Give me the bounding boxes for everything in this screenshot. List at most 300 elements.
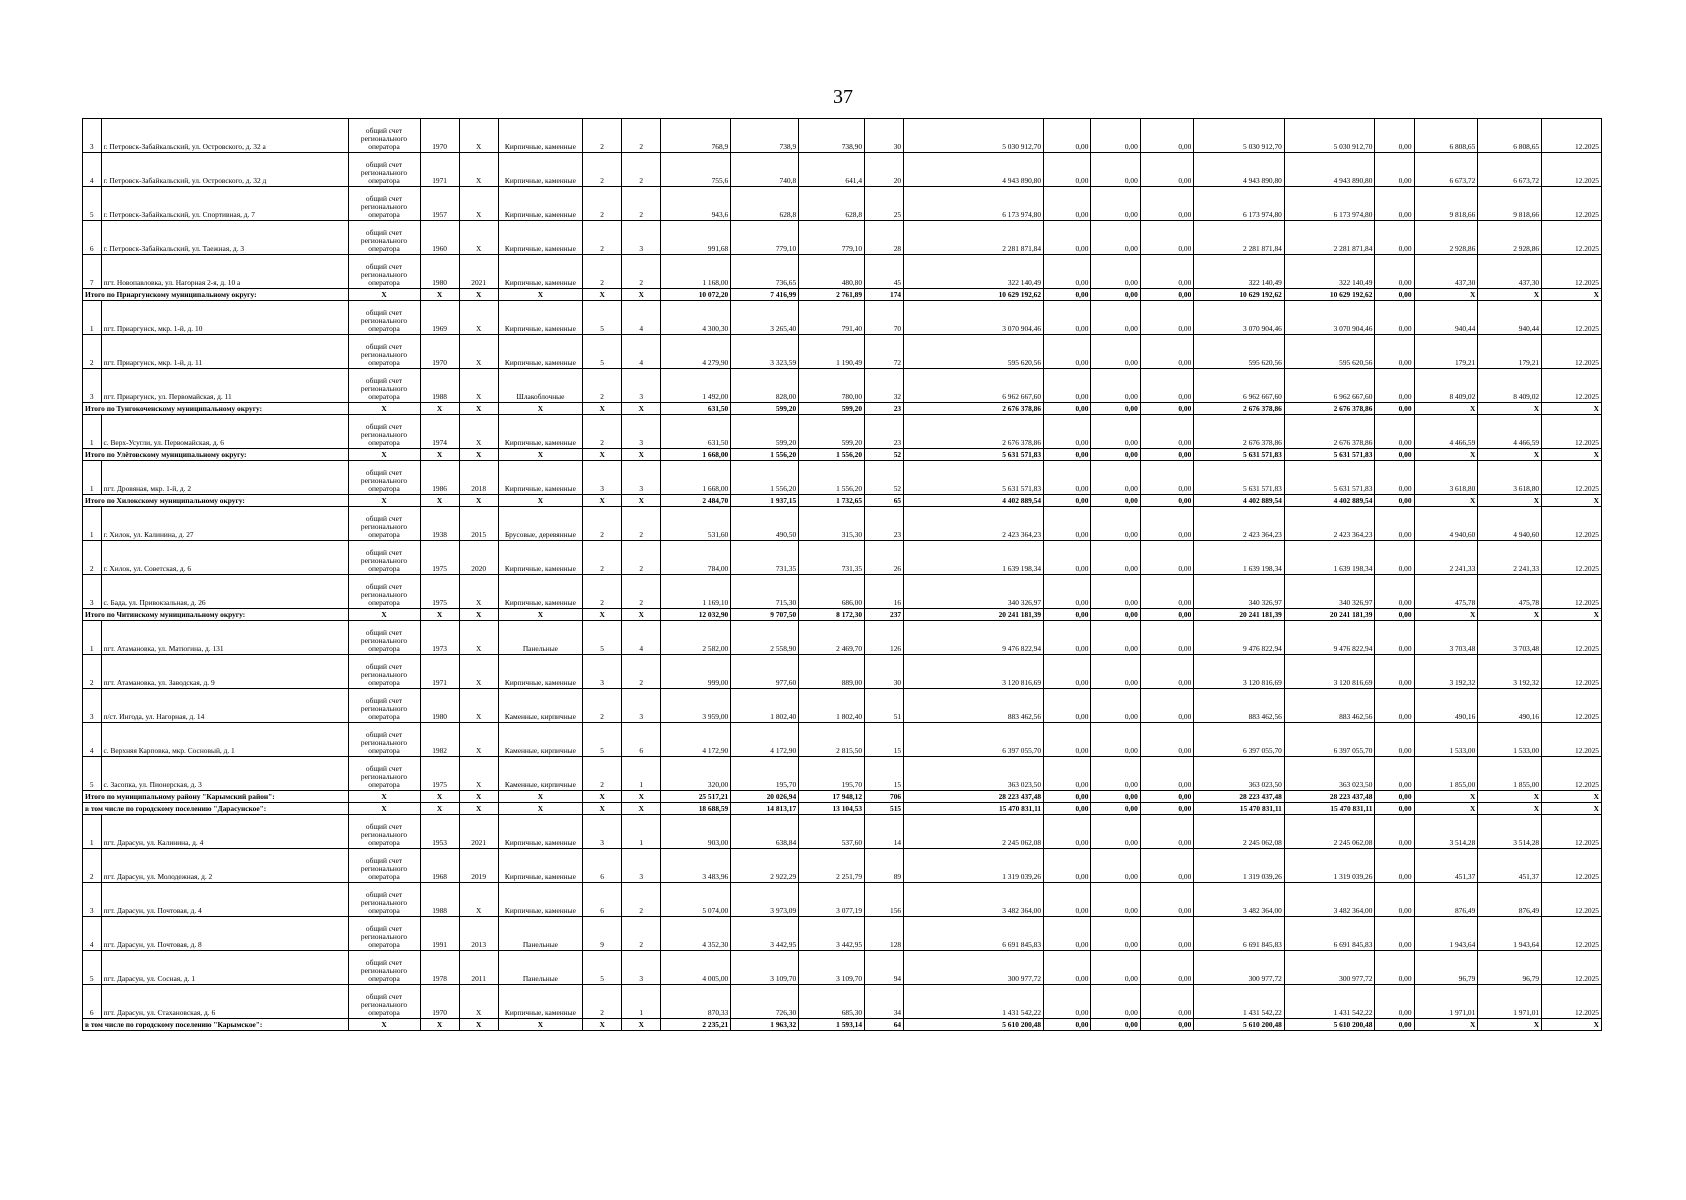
residents-cell: 23: [865, 507, 904, 541]
table-row: [83, 985, 1602, 1019]
area-res-cell: 641,4: [799, 153, 865, 187]
area-total-cell: 2 582,00: [661, 621, 731, 655]
year-renovated-cell: Х: [459, 575, 498, 609]
address-cell: пгт. Дарасун, ул. Почтовая, д. 4: [101, 883, 348, 917]
row-number-cell: 4: [83, 917, 102, 951]
c6-cell: 0,00: [1375, 119, 1414, 153]
fund-method-cell: общий счет регионального оператора: [348, 221, 420, 255]
entrances-cell: 2: [622, 541, 661, 575]
c2-cell: 0,00: [1091, 495, 1140, 507]
unit2-cell: 9 818,66: [1478, 187, 1542, 221]
unit1-cell: 1 943,64: [1414, 917, 1478, 951]
unit1-cell: 3 514,28: [1414, 815, 1478, 849]
area-total-cell: 784,00: [661, 541, 731, 575]
unit1-cell: 4 466,59: [1414, 415, 1478, 449]
address-cell: г. Петровск-Забайкальский, ул. Таежная, д. 3: [101, 221, 348, 255]
floors-cell: 2: [583, 507, 622, 541]
c4-cell: 3 070 904,46: [1194, 301, 1285, 335]
c3-cell: 0,00: [1140, 917, 1194, 951]
table-row: [83, 849, 1602, 883]
fund-method-cell: общий счет регионального оператора: [348, 815, 420, 849]
year-built-cell: 1953: [420, 815, 459, 849]
fund-method-cell: общий счет регионального оператора: [348, 119, 420, 153]
deadline-cell: Х: [1542, 403, 1602, 415]
year-renovated-cell: Х: [459, 495, 498, 507]
cost-total-cell: 5 631 571,83: [904, 461, 1044, 495]
c3-cell: 0,00: [1140, 119, 1194, 153]
year-built-cell: 1970: [420, 119, 459, 153]
table-row: [83, 119, 1602, 153]
deadline-cell: 12.2025: [1542, 187, 1602, 221]
wall-material-cell: Кирпичные, каменные: [498, 655, 582, 689]
c3-cell: 0,00: [1140, 335, 1194, 369]
row-number-cell: 2: [83, 655, 102, 689]
unit2-cell: 179,21: [1478, 335, 1542, 369]
c5-cell: 3 070 904,46: [1284, 301, 1375, 335]
c1-cell: 0,00: [1044, 369, 1091, 403]
address-cell: г. Хилок, ул. Калинина, д. 27: [101, 507, 348, 541]
area-total-cell: 870,33: [661, 985, 731, 1019]
cost-total-cell: 2 676 378,86: [904, 415, 1044, 449]
c5-cell: 28 223 437,48: [1284, 791, 1375, 803]
entrances-cell: Х: [622, 289, 661, 301]
cost-total-cell: 3 070 904,46: [904, 301, 1044, 335]
fund-method-cell: общий счет регионального оператора: [348, 917, 420, 951]
c6-cell: 0,00: [1375, 883, 1414, 917]
c1-cell: 0,00: [1044, 609, 1091, 621]
c6-cell: 0,00: [1375, 221, 1414, 255]
area-res-cell: 8 172,30: [799, 609, 865, 621]
subtotal-row: [83, 403, 1602, 415]
wall-material-cell: Кирпичные, каменные: [498, 815, 582, 849]
c5-cell: 3 120 816,69: [1284, 655, 1375, 689]
entrances-cell: Х: [622, 803, 661, 815]
c2-cell: 0,00: [1091, 655, 1140, 689]
c1-cell: 0,00: [1044, 289, 1091, 301]
fund-method-cell: Х: [348, 791, 420, 803]
cost-total-cell: 322 140,49: [904, 255, 1044, 289]
c4-cell: 340 326,97: [1194, 575, 1285, 609]
table-row: [83, 415, 1602, 449]
c5-cell: 10 629 192,62: [1284, 289, 1375, 301]
fund-method-cell: общий счет регионального оператора: [348, 461, 420, 495]
cost-total-cell: 5 610 200,48: [904, 1019, 1044, 1031]
year-renovated-cell: Х: [459, 153, 498, 187]
cost-total-cell: 1 431 542,22: [904, 985, 1044, 1019]
area-total-cell: 768,9: [661, 119, 731, 153]
year-renovated-cell: Х: [459, 655, 498, 689]
c2-cell: 0,00: [1091, 449, 1140, 461]
c2-cell: 0,00: [1091, 883, 1140, 917]
residents-cell: 28: [865, 221, 904, 255]
c4-cell: 883 462,56: [1194, 689, 1285, 723]
area-total-cell: 1 169,10: [661, 575, 731, 609]
c2-cell: 0,00: [1091, 791, 1140, 803]
table-row: [83, 255, 1602, 289]
c6-cell: 0,00: [1375, 1019, 1414, 1031]
area-res-cell: 1 190,49: [799, 335, 865, 369]
cost-total-cell: 20 241 181,39: [904, 609, 1044, 621]
table-row: [83, 187, 1602, 221]
table-row: [83, 541, 1602, 575]
area-all-cell: 1 963,32: [731, 1019, 799, 1031]
floors-cell: Х: [583, 289, 622, 301]
c3-cell: 0,00: [1140, 815, 1194, 849]
floors-cell: Х: [583, 495, 622, 507]
address-cell: пгт. Приаргунск, ул. Первомайская, д. 11: [101, 369, 348, 403]
fund-method-cell: общий счет регионального оператора: [348, 689, 420, 723]
c6-cell: 0,00: [1375, 255, 1414, 289]
entrances-cell: Х: [622, 449, 661, 461]
subtotal-label: Итого по муниципальному району "Карымский район":: [83, 791, 349, 803]
table-row: [83, 621, 1602, 655]
unit1-cell: 6 808,65: [1414, 119, 1478, 153]
c1-cell: 0,00: [1044, 655, 1091, 689]
unit1-cell: 4 940,60: [1414, 507, 1478, 541]
page-number: 37: [833, 86, 853, 108]
entrances-cell: 4: [622, 301, 661, 335]
unit2-cell: 2 928,86: [1478, 221, 1542, 255]
c1-cell: 0,00: [1044, 815, 1091, 849]
area-all-cell: 599,20: [731, 415, 799, 449]
c2-cell: 0,00: [1091, 153, 1140, 187]
c1-cell: 0,00: [1044, 689, 1091, 723]
cost-total-cell: 883 462,56: [904, 689, 1044, 723]
cost-total-cell: 6 397 055,70: [904, 723, 1044, 757]
c2-cell: 0,00: [1091, 575, 1140, 609]
year-renovated-cell: Х: [459, 187, 498, 221]
deadline-cell: 12.2025: [1542, 221, 1602, 255]
entrances-cell: 3: [622, 415, 661, 449]
c4-cell: 363 023,50: [1194, 757, 1285, 791]
area-all-cell: 726,30: [731, 985, 799, 1019]
fund-method-cell: общий счет регионального оператора: [348, 723, 420, 757]
area-res-cell: 13 104,53: [799, 803, 865, 815]
area-res-cell: 1 556,20: [799, 461, 865, 495]
area-all-cell: 7 416,99: [731, 289, 799, 301]
cost-total-cell: 9 476 822,94: [904, 621, 1044, 655]
subtotal-label: в том числе по городскому поселению "Карымское":: [83, 1019, 349, 1031]
year-built-cell: Х: [420, 289, 459, 301]
deadline-cell: 12.2025: [1542, 815, 1602, 849]
fund-method-cell: Х: [348, 803, 420, 815]
unit2-cell: 1 855,00: [1478, 757, 1542, 791]
area-total-cell: 4 300,30: [661, 301, 731, 335]
year-renovated-cell: Х: [459, 301, 498, 335]
c2-cell: 0,00: [1091, 723, 1140, 757]
c2-cell: 0,00: [1091, 301, 1140, 335]
area-total-cell: 5 074,00: [661, 883, 731, 917]
c3-cell: 0,00: [1140, 461, 1194, 495]
wall-material-cell: Кирпичные, каменные: [498, 883, 582, 917]
capital-repair-register-table: [82, 118, 1602, 1031]
c4-cell: 4 402 889,54: [1194, 495, 1285, 507]
residents-cell: 72: [865, 335, 904, 369]
row-number-cell: 7: [83, 255, 102, 289]
area-total-cell: 631,50: [661, 403, 731, 415]
wall-material-cell: Х: [498, 791, 582, 803]
year-built-cell: 1991: [420, 917, 459, 951]
floors-cell: 2: [583, 255, 622, 289]
entrances-cell: 3: [622, 369, 661, 403]
table-row: [83, 153, 1602, 187]
c2-cell: 0,00: [1091, 815, 1140, 849]
c2-cell: 0,00: [1091, 507, 1140, 541]
area-res-cell: 779,10: [799, 221, 865, 255]
year-renovated-cell: 2019: [459, 849, 498, 883]
subtotal-row: [83, 803, 1602, 815]
residents-cell: 45: [865, 255, 904, 289]
row-number-cell: 5: [83, 187, 102, 221]
residents-cell: 70: [865, 301, 904, 335]
c6-cell: 0,00: [1375, 541, 1414, 575]
year-built-cell: 1957: [420, 187, 459, 221]
wall-material-cell: Каменные, кирпичные: [498, 757, 582, 791]
deadline-cell: 12.2025: [1542, 541, 1602, 575]
c4-cell: 6 962 667,60: [1194, 369, 1285, 403]
c4-cell: 1 639 198,34: [1194, 541, 1285, 575]
area-all-cell: 14 813,17: [731, 803, 799, 815]
floors-cell: 3: [583, 815, 622, 849]
entrances-cell: Х: [622, 1019, 661, 1031]
c5-cell: 6 397 055,70: [1284, 723, 1375, 757]
c4-cell: 300 977,72: [1194, 951, 1285, 985]
residents-cell: 26: [865, 541, 904, 575]
row-number-cell: 1: [83, 415, 102, 449]
cost-total-cell: 5 030 912,70: [904, 119, 1044, 153]
floors-cell: 2: [583, 541, 622, 575]
c6-cell: 0,00: [1375, 449, 1414, 461]
cost-total-cell: 300 977,72: [904, 951, 1044, 985]
c1-cell: 0,00: [1044, 403, 1091, 415]
c5-cell: 5 030 912,70: [1284, 119, 1375, 153]
fund-method-cell: общий счет регионального оператора: [348, 985, 420, 1019]
area-res-cell: 889,00: [799, 655, 865, 689]
unit1-cell: Х: [1414, 791, 1478, 803]
c5-cell: 20 241 181,39: [1284, 609, 1375, 621]
area-total-cell: 10 072,20: [661, 289, 731, 301]
deadline-cell: 12.2025: [1542, 689, 1602, 723]
area-total-cell: 531,60: [661, 507, 731, 541]
unit2-cell: 4 940,60: [1478, 507, 1542, 541]
c3-cell: 0,00: [1140, 449, 1194, 461]
floors-cell: 6: [583, 849, 622, 883]
table-row: [83, 917, 1602, 951]
fund-method-cell: общий счет регионального оператора: [348, 951, 420, 985]
c1-cell: 0,00: [1044, 883, 1091, 917]
wall-material-cell: Кирпичные, каменные: [498, 335, 582, 369]
unit1-cell: Х: [1414, 609, 1478, 621]
year-renovated-cell: 2021: [459, 255, 498, 289]
c3-cell: 0,00: [1140, 187, 1194, 221]
c3-cell: 0,00: [1140, 849, 1194, 883]
entrances-cell: Х: [622, 403, 661, 415]
area-all-cell: 731,35: [731, 541, 799, 575]
c3-cell: 0,00: [1140, 415, 1194, 449]
c6-cell: 0,00: [1375, 507, 1414, 541]
c3-cell: 0,00: [1140, 621, 1194, 655]
c4-cell: 322 140,49: [1194, 255, 1285, 289]
area-res-cell: 195,70: [799, 757, 865, 791]
year-renovated-cell: Х: [459, 791, 498, 803]
cost-total-cell: 363 023,50: [904, 757, 1044, 791]
residents-cell: 16: [865, 575, 904, 609]
c2-cell: 0,00: [1091, 1019, 1140, 1031]
fund-method-cell: общий счет регионального оператора: [348, 335, 420, 369]
unit1-cell: Х: [1414, 403, 1478, 415]
area-res-cell: 17 948,12: [799, 791, 865, 803]
floors-cell: 5: [583, 335, 622, 369]
residents-cell: 14: [865, 815, 904, 849]
cost-total-cell: 28 223 437,48: [904, 791, 1044, 803]
row-number-cell: 3: [83, 119, 102, 153]
deadline-cell: 12.2025: [1542, 917, 1602, 951]
c3-cell: 0,00: [1140, 301, 1194, 335]
year-renovated-cell: 2013: [459, 917, 498, 951]
area-res-cell: 731,35: [799, 541, 865, 575]
entrances-cell: 2: [622, 507, 661, 541]
fund-method-cell: общий счет регионального оператора: [348, 415, 420, 449]
c4-cell: 595 620,56: [1194, 335, 1285, 369]
floors-cell: 5: [583, 723, 622, 757]
area-all-cell: 779,10: [731, 221, 799, 255]
area-total-cell: 1 668,00: [661, 449, 731, 461]
c3-cell: 0,00: [1140, 689, 1194, 723]
area-res-cell: 3 077,19: [799, 883, 865, 917]
fund-method-cell: общий счет регионального оператора: [348, 575, 420, 609]
area-total-cell: 1 492,00: [661, 369, 731, 403]
address-cell: пгт. Дарасун, ул. Стахановская, д. 6: [101, 985, 348, 1019]
deadline-cell: 12.2025: [1542, 119, 1602, 153]
deadline-cell: 12.2025: [1542, 153, 1602, 187]
c1-cell: 0,00: [1044, 495, 1091, 507]
deadline-cell: Х: [1542, 609, 1602, 621]
c5-cell: 300 977,72: [1284, 951, 1375, 985]
area-total-cell: 4 352,30: [661, 917, 731, 951]
year-renovated-cell: Х: [459, 449, 498, 461]
address-cell: пгт. Дарасун, ул. Калинина, д. 4: [101, 815, 348, 849]
c6-cell: 0,00: [1375, 187, 1414, 221]
c4-cell: 6 173 974,80: [1194, 187, 1285, 221]
year-renovated-cell: Х: [459, 621, 498, 655]
year-renovated-cell: Х: [459, 723, 498, 757]
c5-cell: 2 423 364,23: [1284, 507, 1375, 541]
c2-cell: 0,00: [1091, 689, 1140, 723]
entrances-cell: Х: [622, 791, 661, 803]
residents-cell: 15: [865, 757, 904, 791]
c1-cell: 0,00: [1044, 335, 1091, 369]
entrances-cell: 1: [622, 815, 661, 849]
residents-cell: 156: [865, 883, 904, 917]
unit2-cell: 1 943,64: [1478, 917, 1542, 951]
address-cell: пгт. Новопавловка, ул. Нагорная 2-я, д. 10 а: [101, 255, 348, 289]
year-renovated-cell: Х: [459, 119, 498, 153]
area-total-cell: 1 668,00: [661, 461, 731, 495]
deadline-cell: 12.2025: [1542, 301, 1602, 335]
entrances-cell: Х: [622, 609, 661, 621]
deadline-cell: Х: [1542, 449, 1602, 461]
year-built-cell: 1969: [420, 301, 459, 335]
entrances-cell: 3: [622, 951, 661, 985]
wall-material-cell: Кирпичные, каменные: [498, 301, 582, 335]
deadline-cell: 12.2025: [1542, 415, 1602, 449]
c6-cell: 0,00: [1375, 461, 1414, 495]
c1-cell: 0,00: [1044, 757, 1091, 791]
deadline-cell: 12.2025: [1542, 335, 1602, 369]
unit2-cell: Х: [1478, 449, 1542, 461]
wall-material-cell: Кирпичные, каменные: [498, 153, 582, 187]
c2-cell: 0,00: [1091, 849, 1140, 883]
floors-cell: 2: [583, 757, 622, 791]
floors-cell: 2: [583, 153, 622, 187]
deadline-cell: Х: [1542, 791, 1602, 803]
c1-cell: 0,00: [1044, 621, 1091, 655]
floors-cell: 2: [583, 689, 622, 723]
year-renovated-cell: Х: [459, 221, 498, 255]
fund-method-cell: Х: [348, 403, 420, 415]
unit2-cell: Х: [1478, 289, 1542, 301]
year-built-cell: 1988: [420, 369, 459, 403]
floors-cell: 2: [583, 575, 622, 609]
area-res-cell: 1 802,40: [799, 689, 865, 723]
unit2-cell: 3 618,80: [1478, 461, 1542, 495]
entrances-cell: 4: [622, 335, 661, 369]
year-renovated-cell: Х: [459, 609, 498, 621]
year-built-cell: 1973: [420, 621, 459, 655]
area-all-cell: 628,8: [731, 187, 799, 221]
subtotal-row: [83, 1019, 1602, 1031]
c5-cell: 1 319 039,26: [1284, 849, 1375, 883]
c1-cell: 0,00: [1044, 507, 1091, 541]
year-renovated-cell: Х: [459, 985, 498, 1019]
entrances-cell: 2: [622, 655, 661, 689]
entrances-cell: 6: [622, 723, 661, 757]
unit1-cell: 876,49: [1414, 883, 1478, 917]
unit1-cell: 96,79: [1414, 951, 1478, 985]
c2-cell: 0,00: [1091, 289, 1140, 301]
row-number-cell: 3: [83, 575, 102, 609]
residents-cell: 52: [865, 461, 904, 495]
year-built-cell: Х: [420, 403, 459, 415]
fund-method-cell: общий счет регионального оператора: [348, 507, 420, 541]
c5-cell: 2 676 378,86: [1284, 415, 1375, 449]
c1-cell: 0,00: [1044, 461, 1091, 495]
c4-cell: 5 631 571,83: [1194, 461, 1285, 495]
table-body: [83, 119, 1602, 1031]
unit2-cell: 96,79: [1478, 951, 1542, 985]
c3-cell: 0,00: [1140, 1019, 1194, 1031]
year-renovated-cell: 2018: [459, 461, 498, 495]
c3-cell: 0,00: [1140, 289, 1194, 301]
c5-cell: 3 482 364,00: [1284, 883, 1375, 917]
c6-cell: 0,00: [1375, 815, 1414, 849]
cost-total-cell: 595 620,56: [904, 335, 1044, 369]
deadline-cell: 12.2025: [1542, 883, 1602, 917]
area-all-cell: 1 802,40: [731, 689, 799, 723]
c1-cell: 0,00: [1044, 723, 1091, 757]
unit2-cell: 940,44: [1478, 301, 1542, 335]
cost-total-cell: 2 281 871,84: [904, 221, 1044, 255]
year-renovated-cell: Х: [459, 335, 498, 369]
c2-cell: 0,00: [1091, 461, 1140, 495]
c1-cell: 0,00: [1044, 803, 1091, 815]
residents-cell: 34: [865, 985, 904, 1019]
fund-method-cell: общий счет регионального оператора: [348, 655, 420, 689]
deadline-cell: Х: [1542, 289, 1602, 301]
residents-cell: 25: [865, 187, 904, 221]
c4-cell: 10 629 192,62: [1194, 289, 1285, 301]
row-number-cell: 1: [83, 507, 102, 541]
